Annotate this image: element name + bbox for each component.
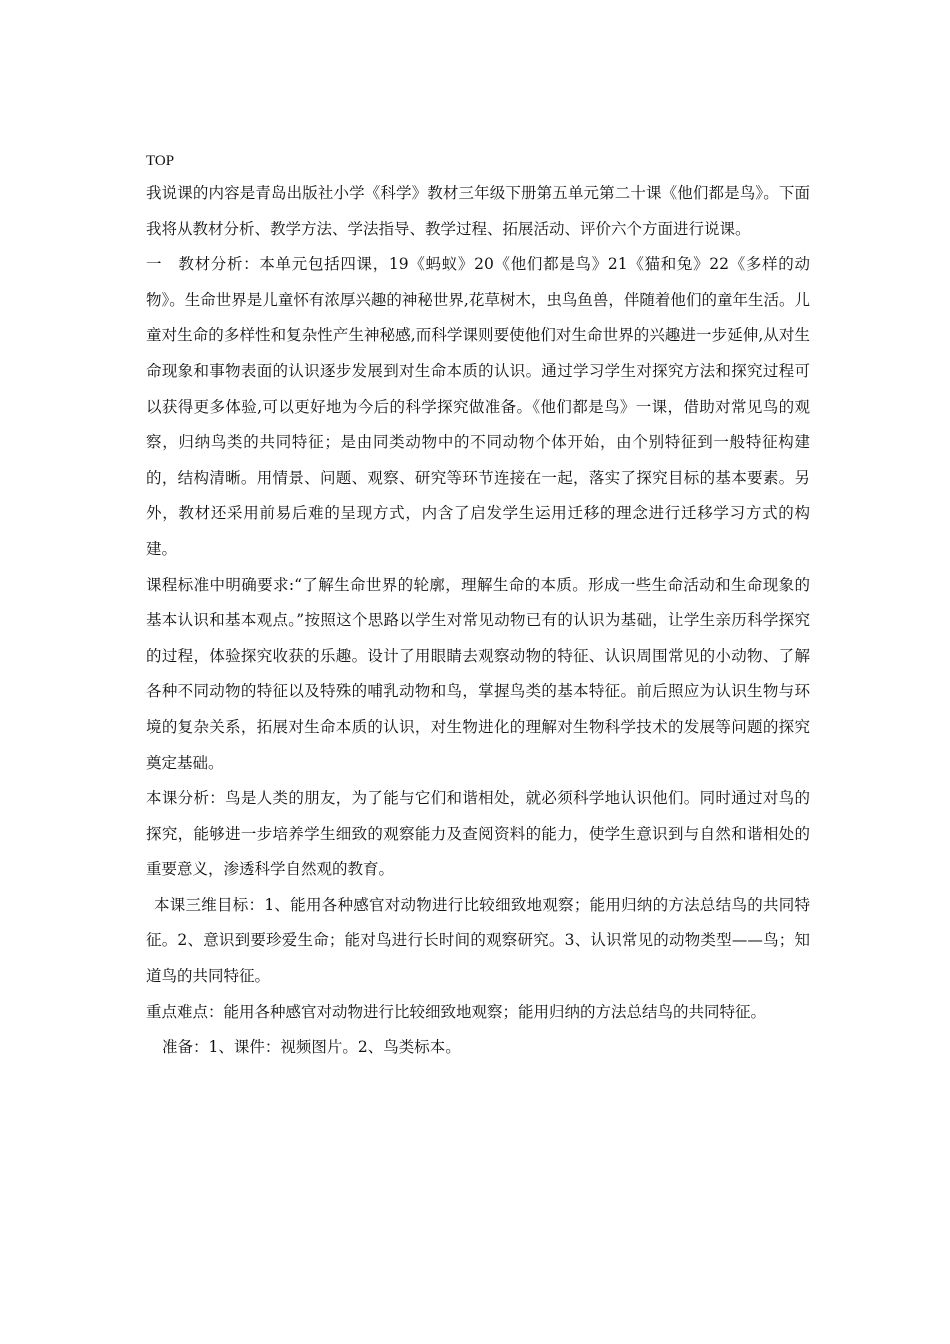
page-header: TOP: [146, 153, 175, 169]
document-page: [146, 146, 810, 1066]
lesson-analysis-paragraph: 本课分析：鸟是人类的朋友，为了能与它们和谐相处，就必须科学地认识他们。同时通过对鸟的探究，能够进一步培养学生细致的观察能力及查阅资料的能力，使学生意识到与自然和谐相处的重要意义，渗透科学自然观的教育。: [146, 789, 810, 879]
preparation-paragraph: 准备：1、课件：视频图片。2、鸟类标本。: [162, 1038, 461, 1057]
textbook-analysis-paragraph: 一 教材分析：本单元包括四课，19《蚂蚁》20《他们都是鸟》21《猫和兔》22《多样的动物》。生命世界是儿童怀有浓厚兴趣的神秘世界,花草树木，虫鸟鱼兽，伴随着他们的童年生活。儿童对生命的多样性和复杂性产生神秘感,而科学课则要使他们对生命世界的兴趣进一步延伸,从对生命现象和事物表面的认识逐步发展到对生命本质的认识。通过学习学生对探究方法和探究过程可以获得更多体验,可以更好地为今后的科学探究做准备。《他们都是鸟》一课，借助对常见鸟的观察，归纳鸟类的共同特征；是由同类动物中的不同动物个体开始，由个别特征到一般特征构建的，结构清晰。用情景、问题、观察、研究等环节连接在一起，落实了探究目标的基本要素。另外，教材还采用前易后难的呈现方式，内含了启发学生运用迁移的理念进行迁移学习方式的构建。: [146, 255, 810, 558]
key-points-paragraph: 重点难点：能用各种感官对动物进行比较细致地观察；能用归纳的方法总结鸟的共同特征。: [146, 1002, 767, 1021]
objectives-paragraph: 本课三维目标：1、能用各种感官对动物进行比较细致地观察；能用归纳的方法总结鸟的共同特征。2、意识到要珍爱生命；能对鸟进行长时间的观察研究。3、认识常见的动物类型——鸟；知道鸟的共同特征。: [146, 895, 810, 986]
curriculum-standard-paragraph: 课程标准中明确要求:“了解生命世界的轮廓，理解生命的本质。形成一些生命活动和生命现象的基本认识和基本观点。”按照这个思路以学生对常见动物已有的认识为基础，让学生亲历科学探究的过程，体验探究收获的乐趣。设计了用眼睛去观察动物的特征、认识周围常见的小动物、了解各种不同动物的特征以及特殊的哺乳动物和鸟，掌握鸟类的基本特征。前后照应为认识生物与环境的复杂关系，拓展对生命本质的认识，对生物进化的理解对生物科学技术的发展等问题的探究奠定基础。: [146, 575, 810, 772]
intro-paragraph: 我说课的内容是青岛出版社小学《科学》教材三年级下册第五单元第二十课《他们都是鸟》。下面我将从教材分析、教学方法、学法指导、教学过程、拓展活动、评价六个方面进行说课。: [146, 184, 810, 238]
